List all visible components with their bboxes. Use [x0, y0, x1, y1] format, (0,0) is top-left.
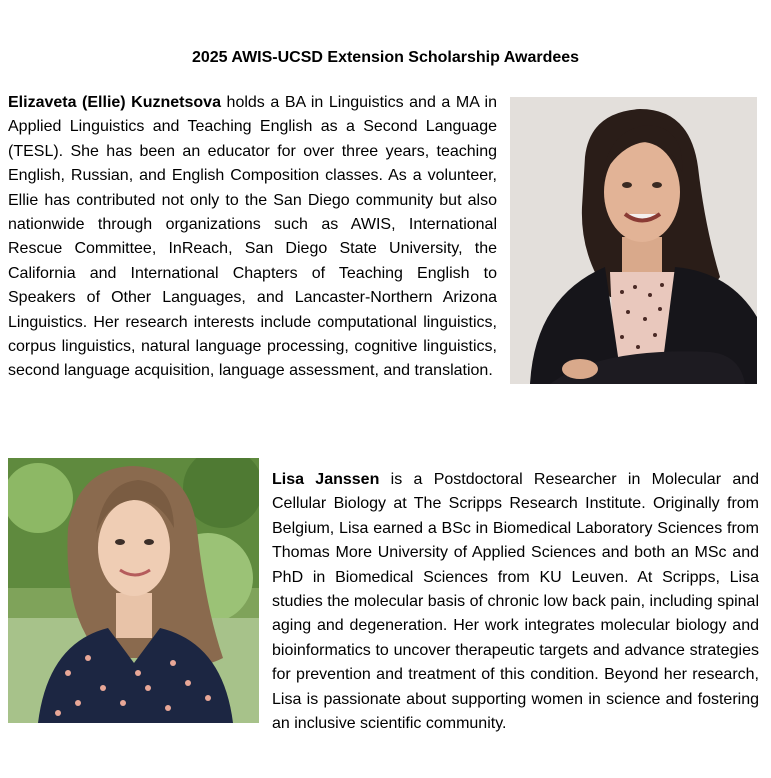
page-title: 2025 AWIS-UCSD Extension Scholarship Awardees: [191, 49, 580, 66]
awardee-1-bio-text: holds a BA in Linguistics and a MA in Applied Linguistics and Teaching English as a Second Language (TESL). She has been an educator for over three years, teaching English, Russian, and English Composition classes. As a volunteer, Ellie has contributed not only to the San Diego community but also nationwide through organizations such as AWIS, International Rescue Committee, InReach, San Diego State University, the California and International Chapters of Teaching English to Speakers of Other Languages, and Lancaster-Northern Arizona Linguistics. Her research interests include computational linguistics, corpus linguistics, natural language processing, cognitive linguistics, second language acquisition, language assessment, and translation.: [8, 94, 498, 380]
awardee-1-bio: [8, 91, 497, 384]
awardee-2-section: [8, 458, 759, 736]
awardee-2-name: Lisa Janssen: [272, 471, 380, 488]
awardee-1-photo: [510, 97, 757, 384]
awardee-2-bio-text: is a Postdoctoral Researcher in Molecular and Cellular Biology at The Scripps Research Institute. Originally from Belgium, Lisa earned a BSc in Biomedical Laboratory Sciences from Thomas More University of Applied Sciences and both an MSc and PhD in Biomedical Sciences from KU Leuven. At Scripps, Lisa studies the molecular basis of chronic low back pain, including spinal aging and degeneration. Her work integrates molecular biology and bioinformatics to uncover therapeutic targets and advance strategies for prevention and treatment of this condition. Beyond her research, Lisa is passionate about supporting women in science and fostering an inclusive scientific community.: [272, 471, 760, 733]
awardee-2-photo: [8, 458, 259, 723]
awardee-1-name: Elizaveta (Ellie) Kuznetsova: [8, 94, 221, 111]
